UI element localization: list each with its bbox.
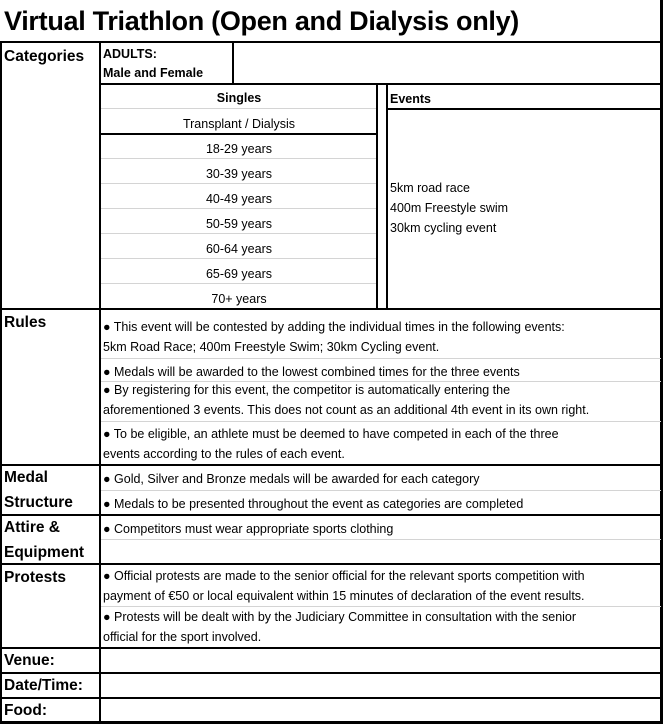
protest-item: ● Official protests are made to the senior official for the relevant sports competition with xyxy=(103,569,585,583)
rules-label: Rules xyxy=(4,314,47,331)
age-group-item: 30-39 years xyxy=(205,167,272,181)
age-group-item: 40-49 years xyxy=(205,192,272,206)
divider xyxy=(0,41,2,724)
protests-label: Protests xyxy=(4,569,67,586)
divider xyxy=(101,258,377,259)
divider xyxy=(101,183,377,184)
medal-item: ● Gold, Silver and Bronze medals will be awarded for each category xyxy=(103,472,480,486)
rule-item-cont: events according to the rules of each event. xyxy=(103,447,345,461)
rule-item-cont: aforementioned 3 events. This does not count as an additional 4th event in its own right. xyxy=(103,403,590,417)
adults-label: ADULTS: xyxy=(103,47,157,61)
rule-item: ● By registering for this event, the competitor is automatically entering the xyxy=(103,383,511,397)
divider xyxy=(101,539,661,540)
event-item: 400m Freestyle swim xyxy=(390,201,509,215)
protest-item-cont: payment of €50 or local equivalent within 15 minutes of declaration of the event results. xyxy=(103,589,585,603)
age-group-item: 50-59 years xyxy=(205,217,272,231)
divider xyxy=(0,308,663,310)
divider xyxy=(101,233,377,234)
divider xyxy=(101,358,661,359)
divider xyxy=(101,283,377,284)
divider xyxy=(0,672,663,674)
divider xyxy=(101,158,377,159)
attire-label-cont: Equipment xyxy=(4,544,85,561)
divider xyxy=(0,697,663,699)
categories-label: Categories xyxy=(4,48,85,65)
divider xyxy=(99,133,378,135)
singles-subheader: Transplant / Dialysis xyxy=(182,117,296,131)
protest-item: ● Protests will be dealt with by the Judiciary Committee in consultation with the senior xyxy=(103,610,577,624)
divider xyxy=(99,83,663,85)
divider xyxy=(387,108,663,110)
divider xyxy=(101,108,377,109)
singles-header: Singles xyxy=(216,91,262,105)
rule-item: ● Medals will be awarded to the lowest combined times for the three events xyxy=(103,365,520,379)
rule-item-cont: 5km Road Race; 400m Freestyle Swim; 30km Cycling event. xyxy=(103,340,440,354)
divider xyxy=(0,563,663,565)
divider xyxy=(232,41,234,84)
age-group-item: 70+ years xyxy=(211,292,267,306)
attire-label: Attire & xyxy=(4,519,60,536)
events-header: Events xyxy=(390,92,431,106)
venue-label: Venue: xyxy=(4,652,55,669)
medal-item: ● Medals to be presented throughout the event as categories are completed xyxy=(103,497,524,511)
divider xyxy=(101,490,661,491)
divider xyxy=(0,647,663,649)
medal-structure-label-cont: Structure xyxy=(4,494,73,511)
rule-item: ● This event will be contested by adding the individual times in the following events: xyxy=(103,320,565,334)
divider xyxy=(101,421,661,422)
gender-label: Male and Female xyxy=(103,66,204,80)
attire-item: ● Competitors must wear appropriate sports clothing xyxy=(103,522,394,536)
divider xyxy=(386,84,388,309)
food-label: Food: xyxy=(4,702,48,719)
event-item: 5km road race xyxy=(390,181,470,195)
age-group-item: 65-69 years xyxy=(205,267,272,281)
age-group-item: 60-64 years xyxy=(205,242,272,256)
medal-structure-label: Medal xyxy=(4,469,48,486)
event-item: 30km cycling event xyxy=(390,221,497,235)
age-group-item: 18-29 years xyxy=(205,142,272,156)
divider xyxy=(376,84,378,309)
divider xyxy=(101,208,377,209)
divider xyxy=(0,464,663,466)
datetime-label: Date/Time: xyxy=(4,677,83,694)
page-title: Virtual Triathlon (Open and Dialysis only) xyxy=(4,6,519,36)
protest-item-cont: official for the sport involved. xyxy=(103,630,262,644)
rule-item: ● To be eligible, an athlete must be deemed to have competed in each of the three xyxy=(103,427,559,441)
divider xyxy=(0,514,663,516)
